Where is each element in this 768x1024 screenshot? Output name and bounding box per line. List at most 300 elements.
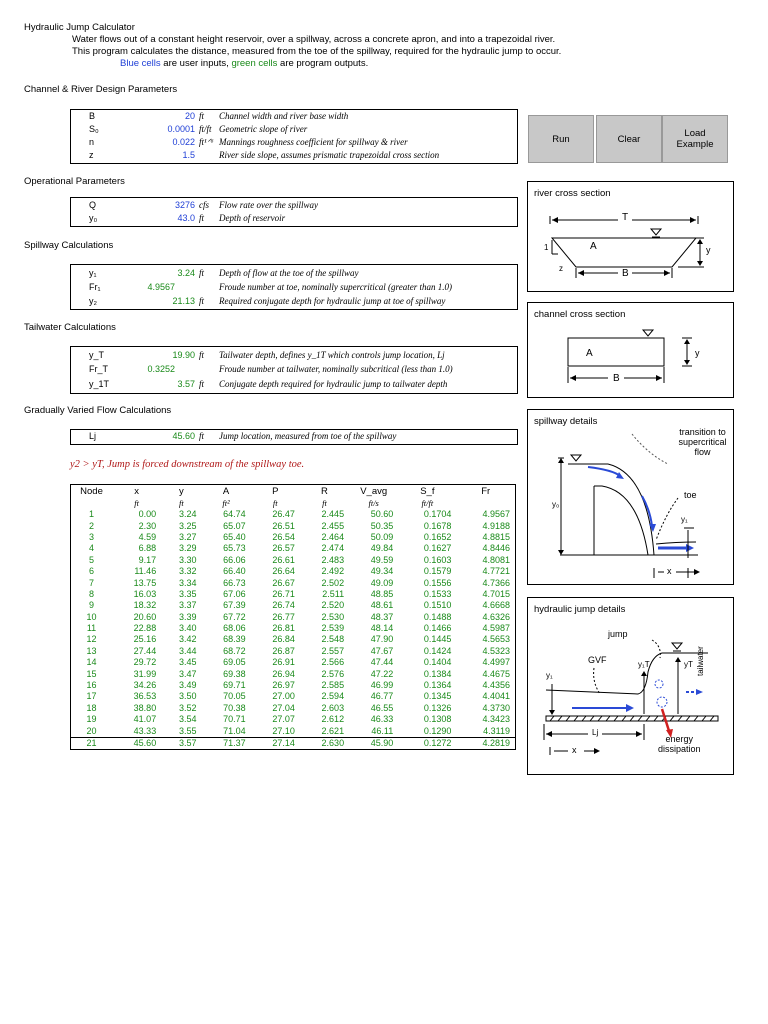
label-B: B — [613, 373, 620, 384]
param-description: Flow rate over the spillway — [219, 200, 318, 210]
label-B: B — [622, 268, 629, 279]
section-tailwater: Tailwater Calculations — [24, 322, 116, 333]
table-cell: 2.30 — [138, 520, 157, 531]
table-cell: 0.1308 — [423, 714, 452, 725]
calc-symbol: Fr₁ — [89, 282, 101, 292]
table-cell: 0.1556 — [423, 577, 452, 588]
table-units-row — [71, 497, 516, 509]
param-row-n — [71, 136, 517, 149]
yT-label: yT — [684, 660, 693, 669]
table-cell: 25.16 — [133, 634, 157, 645]
table-cell: 16 — [86, 680, 97, 691]
calc-row-Fr1 — [71, 281, 517, 294]
table-cell: 4.5653 — [482, 634, 510, 645]
table-cell: 26.71 — [272, 588, 295, 599]
param-row-Q — [71, 199, 517, 212]
hydraulic-jump-panel — [527, 597, 734, 775]
calc-unit: ft — [199, 350, 205, 360]
table-cell: 2.520 — [321, 600, 345, 611]
output-Lj: 45.60 — [172, 431, 195, 441]
table-cell: 70.38 — [223, 702, 246, 713]
table-cell: 4.8815 — [482, 531, 510, 542]
table-cell: 4.2819 — [456, 737, 515, 749]
table-unit-cell: ft — [272, 498, 278, 508]
calc-description: Tailwater depth, defines y_1T which controls jump location, Lj — [219, 350, 445, 360]
table-row — [71, 589, 516, 600]
table-cell: 66.40 — [223, 566, 246, 577]
table-cell: 64.74 — [223, 509, 246, 520]
table-cell: 0.1326 — [423, 702, 452, 713]
table-row — [71, 691, 516, 702]
label-y: y — [706, 245, 711, 255]
table-cell: 69.05 — [223, 657, 246, 668]
table-header-cell: x — [134, 485, 139, 497]
blue-cells-label: Blue cells — [120, 58, 161, 69]
table-cell: 49.84 — [370, 543, 394, 554]
calc-description: Depth of flow at the toe of the spillway — [219, 268, 359, 278]
table-cell: 38.80 — [133, 702, 157, 713]
table-cell: 3.39 — [178, 611, 197, 622]
input-S0[interactable]: 0.0001 — [167, 124, 195, 134]
calc-symbol: y₁ — [89, 268, 97, 278]
table-cell: 4.7721 — [482, 566, 510, 577]
table-cell: 3.29 — [178, 543, 197, 554]
table-cell: 2.511 — [322, 588, 345, 599]
table-row — [71, 668, 516, 679]
green-cells-label: green cells — [231, 58, 278, 69]
param-unit: ft¹ᐟ⁶ — [199, 137, 214, 147]
x-label: x — [667, 566, 672, 576]
output-yT: 19.90 — [172, 350, 195, 360]
table-cell: 50.35 — [370, 520, 394, 531]
table-cell: 26.77 — [272, 611, 295, 622]
table-cell: 27.10 — [272, 725, 295, 736]
param-symbol: n — [89, 137, 95, 147]
table-cell: 8 — [88, 588, 94, 599]
table-cell: 27.14 — [251, 737, 300, 749]
table-cell: 67.06 — [223, 588, 246, 599]
calc-description: Froude number at tailwater, nominally subcritical (less than 1.0) — [219, 364, 453, 374]
input-Q[interactable]: 3276 — [174, 200, 195, 210]
table-cell: 18.32 — [133, 600, 157, 611]
label-A: A — [590, 241, 597, 252]
table-cell: 2.483 — [321, 554, 345, 565]
gvf-calc-box — [70, 429, 518, 445]
table-header-cell: A — [222, 485, 230, 497]
table-row — [71, 509, 516, 520]
table-cell: 3.35 — [178, 588, 197, 599]
param-row-B — [71, 110, 517, 123]
param-symbol: B — [89, 111, 96, 121]
table-cell: 13 — [86, 645, 97, 656]
param-symbol: Q — [89, 200, 97, 210]
table-cell: 3.25 — [178, 520, 197, 531]
clear-button-label: Clear — [617, 133, 641, 145]
result-message: y2 > yT, Jump is forced downstream of the spillway toe. — [70, 459, 305, 470]
tailwater-calc-box — [70, 346, 518, 394]
table-row — [71, 555, 516, 566]
table-cell: 31.99 — [133, 668, 157, 679]
table-cell: 0.1603 — [423, 554, 452, 565]
table-cell: 70.05 — [223, 691, 246, 702]
table-row — [71, 612, 516, 623]
table-cell: 2.539 — [321, 623, 345, 634]
table-row — [71, 520, 516, 531]
table-cell: 68.72 — [223, 645, 246, 656]
table-cell: 4.3730 — [482, 702, 510, 713]
table-row — [71, 634, 516, 645]
hydraulic-jump-diagram — [528, 598, 733, 774]
table-cell: 0.1384 — [423, 668, 452, 679]
table-cell: 0.1488 — [423, 611, 452, 622]
table-cell: 21 — [71, 737, 113, 749]
table-cell: 27.44 — [133, 645, 157, 656]
table-cell: 46.33 — [370, 714, 394, 725]
section-gvf: Gradually Varied Flow Calculations — [24, 405, 172, 416]
table-cell: 4.59 — [138, 531, 157, 542]
transition-label — [672, 427, 733, 457]
table-cell: 4.6668 — [482, 600, 510, 611]
legend-text-2: are program outputs. — [277, 58, 369, 69]
table-cell: 65.07 — [223, 520, 246, 531]
table-cell: 66.73 — [223, 577, 246, 588]
table-cell: 65.73 — [223, 543, 246, 554]
calc-description: Required conjugate depth for hydraulic jump at toe of spillway — [219, 296, 446, 306]
calc-description: Froude number at toe, nominally supercritical (greater than 1.0) — [219, 282, 452, 292]
table-cell: 3.30 — [178, 554, 197, 565]
table-cell: 3.24 — [178, 509, 197, 520]
calc-row-Lj — [71, 430, 517, 443]
table-header-cell: Node — [80, 485, 103, 497]
toe-label: toe — [684, 490, 697, 500]
table-cell: 9.17 — [138, 554, 157, 565]
table-cell: 29.72 — [133, 657, 157, 668]
load-button-label-1: Load — [684, 128, 706, 139]
table-cell: 2.464 — [321, 531, 345, 542]
table-cell: 4.4675 — [482, 668, 510, 679]
table-unit-cell: ft — [178, 498, 184, 508]
table-cell: 26.47 — [272, 509, 295, 520]
table-cell: 6 — [88, 566, 94, 577]
table-cell: 26.61 — [272, 554, 295, 565]
table-cell: 48.61 — [370, 600, 394, 611]
input-B[interactable]: 20 — [184, 111, 195, 121]
table-unit-cell: ft — [134, 498, 139, 508]
table-cell: 0.1627 — [423, 543, 452, 554]
table-cell: 67.39 — [223, 600, 246, 611]
table-cell: 20 — [86, 725, 97, 736]
table-cell: 0.1364 — [423, 680, 452, 691]
table-cell: 49.09 — [370, 577, 394, 588]
table-cell: 0.1345 — [423, 691, 452, 702]
table-cell: 2.621 — [321, 725, 345, 736]
channel-cross-section-diagram — [528, 303, 733, 397]
table-cell: 65.40 — [223, 531, 246, 542]
table-cell: 46.99 — [370, 680, 394, 691]
gvf-table — [70, 484, 516, 750]
table-cell: 46.11 — [371, 725, 394, 736]
table-cell: 17 — [86, 691, 97, 702]
table-cell: 0.1579 — [423, 566, 452, 577]
label-A: A — [586, 348, 593, 359]
table-row — [71, 566, 516, 577]
calc-symbol: y₂ — [89, 296, 97, 306]
table-header-cell: R — [321, 485, 328, 497]
intro-line-2: This program calculates the distance, measured from the toe of the spillway, required for the hydraulic jump to occur. — [72, 46, 562, 57]
table-row — [71, 703, 516, 714]
table-cell: 2.576 — [321, 668, 345, 679]
table-cell: 26.97 — [272, 680, 295, 691]
table-cell: 0.1404 — [423, 657, 452, 668]
table-row — [71, 600, 516, 611]
table-cell: 3.57 — [161, 737, 201, 749]
table-cell: 48.85 — [370, 588, 394, 599]
table-unit-cell: ft — [322, 498, 327, 508]
table-cell: 14 — [86, 657, 97, 668]
calc-unit: ft — [199, 268, 205, 278]
y0-label: y₀ — [552, 500, 560, 509]
param-description: Channel width and river base width — [219, 111, 349, 121]
load-button-label-2: Example — [676, 139, 714, 150]
table-cell: 3.45 — [178, 657, 197, 668]
table-cell: 71.37 — [201, 737, 250, 749]
table-cell: 3.49 — [178, 680, 197, 691]
table-cell: 11 — [86, 623, 97, 634]
table-cell: 4.5323 — [482, 645, 510, 656]
table-unit-cell: ft² — [222, 498, 230, 508]
table-cell: 0.1424 — [423, 645, 452, 656]
table-cell: 2.474 — [321, 543, 345, 554]
spillway-calc-box — [70, 264, 518, 310]
table-cell: 69.38 — [223, 668, 246, 679]
transition-text: transition to — [679, 427, 726, 437]
calc-unit: ft — [199, 296, 205, 306]
table-cell: 5 — [88, 554, 94, 565]
table-cell: 4.3119 — [483, 725, 510, 736]
label-slope-one: 1 — [544, 243, 549, 252]
table-cell: 4.4356 — [482, 680, 510, 691]
run-button-label: Run — [552, 133, 570, 145]
table-cell: 4.7015 — [482, 588, 510, 599]
calc-description: Jump location, measured from toe of the spillway — [219, 431, 397, 441]
table-cell: 3.40 — [178, 623, 197, 634]
table-cell: 26.64 — [272, 566, 295, 577]
table-cell: 70.71 — [223, 714, 246, 725]
table-cell: 18 — [86, 702, 97, 713]
calc-row-FrT — [71, 363, 517, 376]
table-cell: 43.33 — [133, 725, 157, 736]
page-title: Hydraulic Jump Calculator — [24, 22, 135, 33]
table-cell: 26.54 — [272, 531, 295, 542]
table-cell: 1 — [88, 509, 94, 520]
river-cross-section-panel — [527, 181, 734, 292]
table-cell: 16.03 — [133, 588, 157, 599]
table-cell: 3 — [88, 531, 94, 542]
table-cell: 47.67 — [370, 645, 394, 656]
label-y: y — [695, 348, 700, 358]
output-Fr1: 4.9567 — [147, 282, 175, 292]
table-cell: 26.84 — [272, 634, 295, 645]
table-cell: 2.445 — [321, 509, 345, 520]
calc-row-yT — [71, 349, 517, 362]
table-cell: 20.60 — [133, 611, 157, 622]
table-cell: 2.530 — [321, 611, 345, 622]
output-y1: 3.24 — [177, 268, 195, 278]
table-cell: 6.88 — [138, 543, 157, 554]
table-cell: 15 — [86, 668, 97, 679]
calc-symbol: Lj — [89, 431, 97, 441]
table-cell: 0.1704 — [423, 509, 452, 520]
table-cell: 4.5987 — [482, 623, 510, 634]
calc-symbol: y_T — [89, 350, 105, 360]
table-cell: 2.492 — [321, 566, 345, 577]
table-cell: 71.04 — [223, 725, 246, 736]
table-header-cell: Fr — [481, 485, 491, 497]
table-cell: 2 — [88, 520, 94, 531]
output-FrT: 0.3252 — [147, 364, 175, 374]
table-cell: 2.630 — [300, 737, 349, 749]
table-cell: 66.06 — [223, 554, 246, 565]
load-example-button[interactable] — [662, 115, 728, 163]
table-cell: 26.51 — [272, 520, 295, 531]
energy-dissipation-label — [658, 734, 701, 754]
table-header-row — [71, 485, 516, 498]
table-cell: 2.594 — [321, 691, 345, 702]
table-cell: 48.37 — [370, 611, 394, 622]
legend-line — [24, 58, 561, 70]
panel-title: spillway details — [534, 416, 598, 427]
input-z[interactable]: 1.5 — [182, 150, 195, 160]
design-params-box — [70, 109, 518, 164]
table-cell: 4.9188 — [482, 520, 510, 531]
param-row-z — [71, 149, 517, 162]
table-cell: 26.67 — [272, 577, 295, 588]
input-n[interactable]: 0.022 — [172, 137, 195, 147]
table-cell: 7 — [88, 577, 94, 588]
table-cell: 50.09 — [370, 531, 394, 542]
table-row — [71, 532, 516, 543]
param-description: River side slope, assumes prismatic trapezoidal cross section — [219, 150, 440, 160]
energy-text: energy — [665, 734, 694, 744]
table-cell: 2.585 — [321, 680, 345, 691]
table-cell: 45.90 — [349, 737, 398, 749]
table-cell: 2.612 — [321, 714, 345, 725]
table-cell: 3.42 — [178, 634, 197, 645]
table-cell: 3.37 — [178, 600, 197, 611]
table-cell: 2.455 — [321, 520, 345, 531]
table-cell: 0.1290 — [423, 725, 452, 736]
table-header-cell: P — [272, 485, 279, 497]
table-cell: 0.1272 — [398, 737, 456, 749]
dissipation-text: dissipation — [658, 744, 701, 754]
table-cell: 0.00 — [138, 509, 157, 520]
table-cell: 12 — [86, 634, 97, 645]
table-cell: 47.90 — [370, 634, 394, 645]
table-unit-cell — [456, 497, 515, 509]
table-cell: 26.91 — [272, 657, 295, 668]
table-cell: 3.34 — [178, 577, 197, 588]
table-cell: 19 — [86, 714, 97, 725]
spillway-details-panel — [527, 409, 734, 585]
table-row — [71, 714, 516, 725]
table-cell: 2.603 — [321, 702, 345, 713]
param-description: Geometric slope of river — [219, 124, 308, 134]
table-header-cell: S_f — [420, 485, 435, 497]
table-cell: 4.4041 — [482, 691, 510, 702]
param-unit: ft — [199, 213, 205, 223]
table-cell: 26.87 — [272, 645, 295, 656]
tailwater-label: tailwater — [696, 646, 705, 676]
table-cell: 3.47 — [178, 668, 197, 679]
table-cell: 3.32 — [178, 566, 197, 577]
table-cell: 10 — [86, 611, 97, 622]
table-unit-cell: ft/s — [368, 498, 379, 508]
table-cell: 0.1652 — [423, 531, 452, 542]
table-cell: 68.39 — [223, 634, 246, 645]
channel-cross-section-panel — [527, 302, 734, 398]
calc-row-y1 — [71, 267, 517, 280]
table-unit-cell: ft/ft — [421, 498, 434, 508]
param-description: Mannings roughness coefficient for spillway & river — [219, 137, 408, 147]
supercritical-text: supercritical flow — [678, 437, 727, 457]
table-row — [71, 543, 516, 554]
table-cell: 47.44 — [370, 657, 394, 668]
table-header-cell: y — [178, 485, 184, 497]
table-cell: 2.502 — [321, 577, 345, 588]
panel-title: hydraulic jump details — [534, 604, 626, 615]
param-symbol: z — [89, 150, 94, 160]
table-cell: 9 — [88, 600, 94, 611]
calc-unit: ft — [199, 379, 205, 389]
table-cell: 45.60 — [112, 737, 161, 749]
table-row — [71, 725, 516, 737]
table-cell: 3.54 — [178, 714, 197, 725]
output-y1T: 3.57 — [177, 379, 195, 389]
table-cell: 22.88 — [133, 623, 157, 634]
table-cell: 3.55 — [178, 725, 197, 736]
table-cell: 2.566 — [321, 657, 345, 668]
table-row — [71, 737, 516, 749]
table-cell: 68.06 — [223, 623, 246, 634]
table-row — [71, 680, 516, 691]
table-cell: 4 — [88, 543, 94, 554]
river-cross-section-diagram — [528, 182, 733, 291]
calc-description: Conjugate depth required for hydraulic jump to tailwater depth — [219, 379, 448, 389]
legend-text-1: are user inputs, — [160, 58, 232, 69]
table-cell: 0.1466 — [423, 623, 452, 634]
table-cell: 0.1533 — [423, 588, 452, 599]
input-y0[interactable]: 43.0 — [177, 213, 195, 223]
run-button[interactable] — [528, 115, 594, 163]
table-cell: 0.1678 — [423, 520, 452, 531]
calc-symbol: Fr_T — [89, 364, 108, 374]
table-cell: 48.14 — [370, 623, 394, 634]
table-row — [71, 646, 516, 657]
clear-button[interactable] — [596, 115, 662, 163]
calc-row-y1T — [71, 378, 517, 391]
table-row — [71, 577, 516, 588]
table-cell: 27.07 — [272, 714, 295, 725]
table-row — [71, 623, 516, 634]
y1-label: y₁ — [546, 671, 553, 680]
label-T: T — [622, 212, 629, 223]
table-unit-cell — [71, 497, 113, 509]
table-row — [71, 657, 516, 668]
table-cell: 46.55 — [370, 702, 394, 713]
table-cell: 50.60 — [370, 509, 394, 520]
table-cell: 0.1510 — [423, 600, 452, 611]
param-row-y0 — [71, 212, 517, 225]
